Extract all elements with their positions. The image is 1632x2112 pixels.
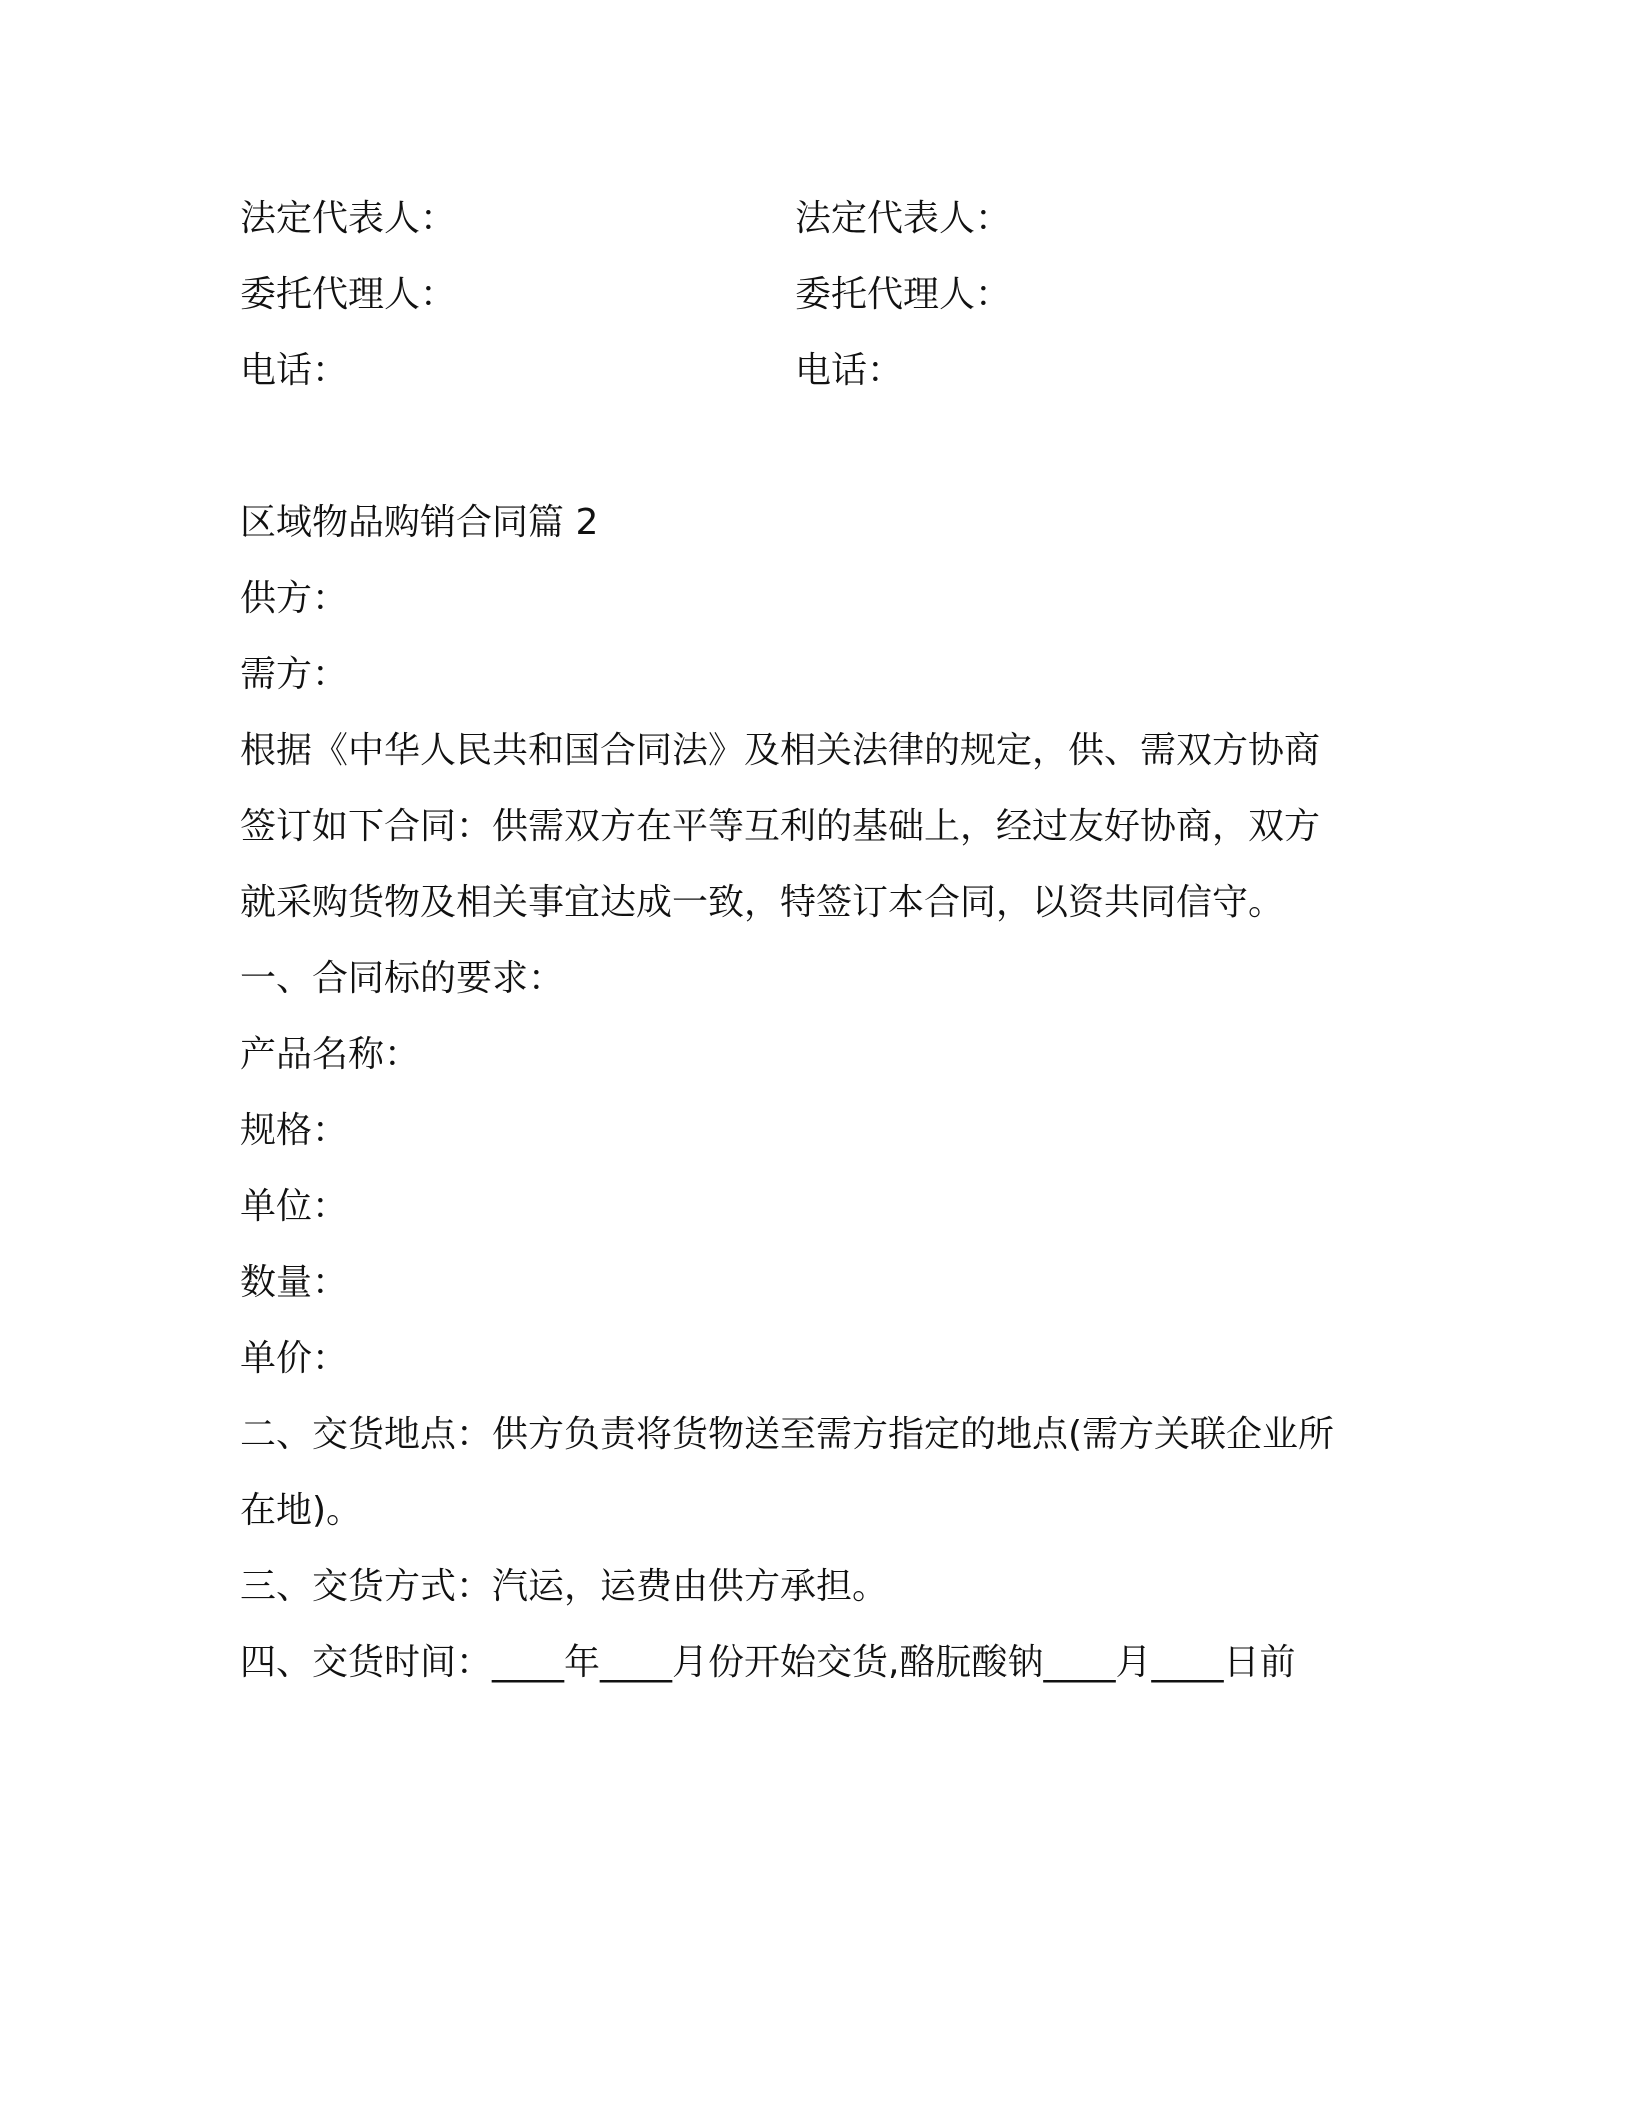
intro-line-2: 签订如下合同：供需双方在平等互利的基础上，经过友好协商，双方: [240, 806, 1321, 847]
left-agent-label: 委托代理人：: [240, 274, 457, 315]
clause2-line-2: 在地)。: [240, 1490, 363, 1531]
right-phone-label: 电话：: [795, 350, 904, 391]
left-legal-rep-label: 法定代表人：: [240, 198, 457, 239]
intro-line-1: 根据《中华人民共和国合同法》及相关法律的规定，供、需双方协商: [240, 730, 1321, 771]
buyer-label: 需方：: [240, 654, 349, 695]
clause3: 三、交货方式：汽运，运费由供方承担。: [240, 1566, 889, 1607]
quantity-label: 数量：: [240, 1262, 349, 1303]
clause4: 四、交货时间：____年____月份开始交货,酪朊酸钠____月____日前: [240, 1642, 1296, 1683]
clause2-line-1: 二、交货地点：供方负责将货物送至需方指定的地点(需方关联企业所: [240, 1414, 1335, 1455]
unit-price-label: 单价：: [240, 1338, 349, 1379]
clause1-heading: 一、合同标的要求：: [240, 958, 565, 999]
unit-label: 单位：: [240, 1186, 349, 1227]
product-name-label: 产品名称：: [240, 1034, 421, 1075]
right-agent-label: 委托代理人：: [795, 274, 1012, 315]
spec-label: 规格：: [240, 1110, 349, 1151]
section-title: 区域物品购销合同篇 2: [240, 502, 599, 543]
left-phone-label: 电话：: [240, 350, 349, 391]
intro-line-3: 就采购货物及相关事宜达成一致，特签订本合同，以资共同信守。: [240, 882, 1285, 923]
supplier-label: 供方：: [240, 578, 349, 619]
right-legal-rep-label: 法定代表人：: [795, 198, 1012, 239]
